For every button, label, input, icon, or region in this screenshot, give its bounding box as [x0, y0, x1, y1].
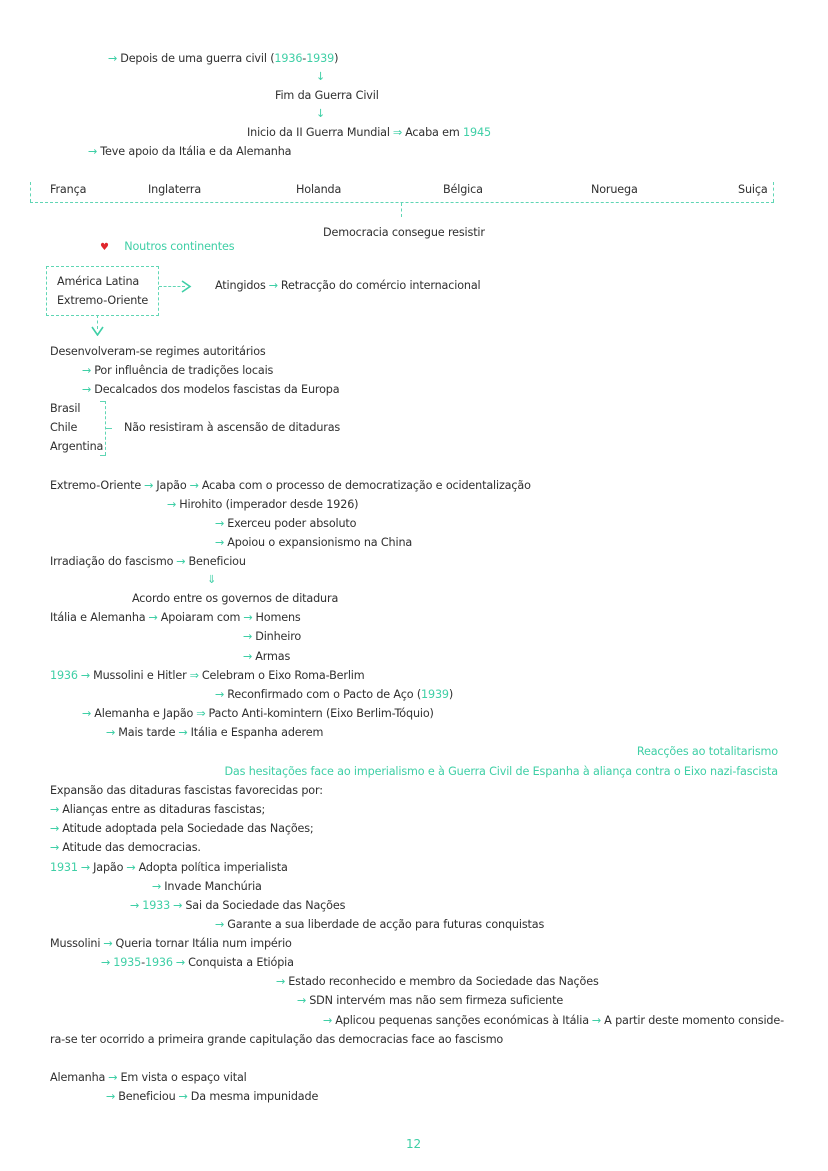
affected-line: Atingidos → Retracção do comércio internacional — [215, 279, 481, 292]
arrow-icon: → — [591, 1014, 602, 1027]
pact-of-steel-line: → Reconfirmado com o Pacto de Aço (1939) — [215, 688, 454, 701]
expansion-item-1: → Alianças entre as ditaduras fascistas; — [50, 803, 266, 816]
arrow-icon: → — [50, 841, 60, 854]
democracy-resists: Democracia consegue resistir — [323, 226, 485, 239]
china-line: → Apoiou o expansionismo na China — [215, 536, 413, 549]
manchuria-line: → Invade Manchúria — [152, 880, 262, 893]
arrow-icon: → — [82, 707, 92, 720]
arrow-icon: → — [82, 383, 92, 396]
arrow-icon: → — [268, 279, 278, 292]
arrow-icon: → — [176, 555, 186, 568]
japan-1931-line: 1931 → Japão → Adopta política imperialista — [50, 861, 288, 874]
arrow-icon: → — [80, 861, 91, 874]
agreement-line: Acordo entre os governos de ditadura — [132, 592, 339, 605]
end-civil-war: Fim da Guerra Civil — [275, 89, 379, 102]
later-join-line: → Mais tarde → Itália e Espanha aderem — [106, 726, 324, 739]
section-subtitle: Das hesitações face ao imperialismo e à Guerra Civil de Espanha à aliança contra o Eixo nazi-fascista — [224, 765, 778, 778]
impunity-line: → Beneficiou → Da mesma impunidade — [106, 1090, 319, 1103]
support-weapons: → Armas — [243, 650, 291, 663]
expansion-item-2: → Atitude adoptada pela Sociedade das Nações; — [50, 822, 314, 835]
arrow-icon: → — [82, 364, 92, 377]
arrow-icon: → — [126, 861, 136, 874]
regimes-line: Desenvolveram-se regimes autoritários — [50, 345, 266, 358]
arrow-icon: → — [173, 899, 183, 912]
support-line: → Teve apoio da Itália e da Alemanha — [88, 145, 292, 158]
ethiopia-line: → 1935-1936 → Conquista a Etiópia — [101, 956, 294, 969]
arrow-icon: → — [108, 1071, 118, 1084]
arrow-icon: → — [148, 611, 158, 624]
support-with-line: Itália e Alemanha → Apoiaram com → Homens — [50, 611, 301, 624]
guarantee-line: → Garante a sua liberdade de acção para futuras conquistas — [215, 918, 545, 931]
arrow-icon: → — [108, 52, 118, 65]
arrow-icon: → — [144, 479, 154, 492]
down-arrow-icon: ↓ — [316, 107, 326, 120]
country-chile: Chile — [50, 421, 78, 434]
regime-reason-1: → Por influência de tradições locais — [82, 364, 274, 377]
arrow-icon: → — [178, 1090, 188, 1103]
country-england: Inglaterra — [148, 183, 202, 196]
civil-war-line: → Depois de uma guerra civil (1936-1939) — [108, 52, 339, 65]
bracket-left — [30, 182, 31, 202]
bracket-stem — [401, 203, 402, 217]
anti-komintern-line: → Alemanha e Japão ⇒ Pacto Anti-komintern (Eixo Berlim-Tóquio) — [82, 707, 434, 720]
support-money: → Dinheiro — [243, 630, 302, 643]
arrow-icon: → — [130, 899, 140, 912]
other-continents-heading: ♥ Noutros continentes — [100, 240, 235, 253]
country-brazil: Brasil — [50, 402, 81, 415]
country-argentina: Argentina — [50, 440, 104, 453]
arrow-icon: → — [106, 726, 116, 739]
arrow-icon: → — [152, 880, 162, 893]
curly-bracket-mid — [106, 428, 112, 429]
germany-line: Alemanha → Em vista o espaço vital — [50, 1071, 247, 1084]
down-arrow-icon: ↓ — [316, 70, 326, 83]
arrow-icon: → — [215, 918, 225, 931]
country-switzerland: Suiça — [738, 183, 768, 196]
arrow-icon: → — [50, 803, 60, 816]
arrow-icon: → — [88, 145, 98, 158]
arrow-icon: → — [243, 650, 253, 663]
capitulation-line: ra-se ter ocorrido a primeira grande capitulação das democracias face ao fascismo — [50, 1033, 504, 1046]
country-norway: Noruega — [591, 183, 638, 196]
arrow-icon: → — [103, 937, 113, 950]
sanctions-line: → Aplicou pequenas sanções económicas à Itália → A partir deste momento conside- — [323, 1014, 785, 1027]
arrow-icon: → — [297, 994, 307, 1007]
bracket-result: Não resistiram à ascensão de ditaduras — [124, 421, 341, 434]
heart-bullet-icon: ♥ — [100, 242, 109, 253]
arrow-icon: → — [215, 517, 225, 530]
axis-line: 1936 → Mussolini e Hitler ⇒ Celebram o Eixo Roma-Berlim — [50, 669, 365, 682]
absolute-power-line: → Exerceu poder absoluto — [215, 517, 357, 530]
curly-bracket-bottom — [100, 455, 106, 456]
arrow-head-right-icon — [180, 280, 192, 293]
implies-icon: ⇒ — [196, 707, 206, 720]
regions-box — [46, 266, 159, 316]
arrow-icon: → — [167, 498, 177, 511]
sdn-line: → SDN intervém mas não sem firmeza suficiente — [297, 994, 564, 1007]
region-latin-america: América Latina — [57, 275, 140, 288]
far-east-line: Extremo-Oriente → Japão → Acaba com o processo de democratização e ocidentalização — [50, 479, 531, 492]
regime-reason-2: → Decalcados dos modelos fascistas da Europa — [82, 383, 340, 396]
arrow-head-down-icon — [91, 325, 104, 336]
page-number: 12 — [406, 1137, 421, 1151]
arrow-icon: → — [215, 688, 225, 701]
arrow-icon: → — [175, 956, 186, 969]
arrow-icon: → — [189, 479, 199, 492]
country-belgium: Bélgica — [443, 183, 483, 196]
arrow-icon: → — [178, 726, 188, 739]
hirohito-line: → Hirohito (imperador desde 1926) — [167, 498, 359, 511]
arrow-icon: → — [50, 822, 60, 835]
arrow-icon: → — [243, 630, 253, 643]
implies-icon: ⇒ — [189, 669, 199, 682]
radiation-line: Irradiação do fascismo → Beneficiou — [50, 555, 246, 568]
bracket-bottom — [30, 202, 774, 203]
implies-icon: ⇒ — [392, 126, 403, 139]
region-far-east: Extremo-Oriente — [57, 294, 149, 307]
leaves-league-line: → 1933 → Sai da Sociedade das Nações — [130, 899, 346, 912]
ww2-line: Inicio da II Guerra Mundial ⇒ Acaba em 1945 — [247, 126, 491, 139]
arrow-icon: → — [215, 536, 225, 549]
arrow-icon: → — [243, 611, 253, 624]
country-netherlands: Holanda — [296, 183, 342, 196]
arrow-icon: → — [276, 975, 286, 988]
state-recognized-line: → Estado reconhecido e membro da Sociedade das Nações — [276, 975, 599, 988]
arrow-icon: → — [106, 1090, 116, 1103]
arrow-icon: → — [101, 956, 111, 969]
mussolini-line: Mussolini → Queria tornar Itália num império — [50, 937, 292, 950]
country-france: França — [50, 183, 87, 196]
arrow-icon: → — [323, 1014, 333, 1027]
expansion-intro: Expansão das ditaduras fascistas favorecidas por: — [50, 784, 323, 797]
arrow-icon: → — [80, 669, 91, 682]
expansion-item-3: → Atitude das democracias. — [50, 841, 201, 854]
bracket-right — [773, 182, 774, 202]
double-down-arrow-icon: ⇓ — [207, 573, 217, 586]
section-title: Reacções ao totalitarismo — [636, 745, 778, 758]
